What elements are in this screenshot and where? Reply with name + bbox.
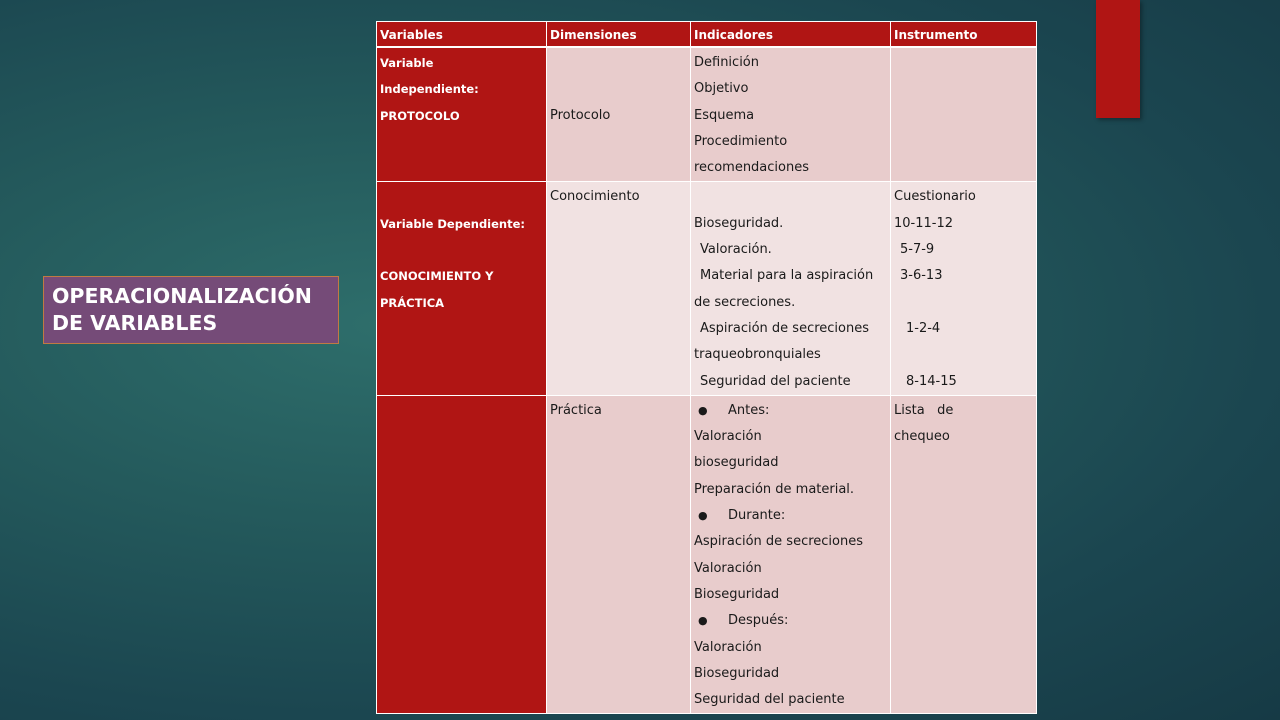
- header-dimensiones: Dimensiones: [547, 22, 691, 48]
- dimension-cell: [547, 182, 691, 395]
- bullet-icon: ●: [698, 614, 708, 628]
- instrument-cell: [891, 182, 1037, 395]
- indicator-item: Bioseguridad.: [694, 215, 784, 231]
- dimension-label: Práctica: [550, 402, 602, 418]
- indicator-item: Valoración: [694, 429, 762, 445]
- instrument-item: Cuestionario: [894, 189, 976, 205]
- indicator-item: recomendaciones: [694, 160, 810, 176]
- indicators-cell: [691, 395, 891, 714]
- instrument-item: chequeo: [894, 429, 950, 445]
- bullet-icon: ●: [698, 509, 708, 523]
- indicator-item: Bioseguridad: [694, 665, 780, 681]
- indicator-item: Seguridad del paciente: [694, 692, 845, 708]
- slide-title-line-2: DE VARIABLES: [52, 311, 218, 335]
- slide-title: [43, 276, 339, 344]
- bullet-icon: ●: [698, 403, 708, 417]
- indicator-item: Material para la aspiración: [700, 268, 874, 284]
- instrument-cell: [891, 47, 1037, 182]
- indicator-item: Bioseguridad: [694, 586, 780, 602]
- instrument-item: 1-2-4: [906, 320, 941, 336]
- variable-empty-cell: [377, 395, 547, 714]
- indicators-cell: [691, 182, 891, 395]
- variable-label: Variable: [380, 56, 434, 70]
- header-variables: Variables: [377, 22, 547, 48]
- table-row: [377, 395, 1037, 714]
- slide-title-line-1: OPERACIONALIZACIÓN: [52, 284, 312, 308]
- variable-label: CONOCIMIENTO Y: [380, 269, 494, 284]
- variable-label: Independiente:: [380, 82, 479, 97]
- bullet-label: Antes:: [728, 402, 770, 418]
- variable-label: PRÁCTICA: [380, 295, 445, 310]
- decorative-accent-bar: [1096, 0, 1140, 118]
- indicator-item: Seguridad del paciente: [700, 373, 851, 389]
- table-header-row: [377, 22, 1037, 48]
- table-row: [377, 182, 1037, 395]
- variable-independiente-cell: [377, 47, 547, 182]
- bullet-item: [694, 398, 888, 424]
- table-row: [377, 47, 1037, 182]
- dimension-label: Conocimiento: [550, 189, 640, 205]
- operationalization-table: [376, 21, 1037, 714]
- dimension-label: Protocolo: [550, 107, 611, 123]
- indicators-cell: [691, 47, 891, 182]
- indicator-item: traqueobronquiales: [694, 347, 821, 363]
- variable-dependiente-cell: [377, 182, 547, 395]
- header-indicadores: Indicadores: [691, 22, 891, 48]
- dimension-cell: [547, 395, 691, 714]
- bullet-label: Durante:: [728, 508, 786, 524]
- indicator-item: Valoración.: [700, 242, 772, 258]
- bullet-label: Después:: [728, 613, 789, 629]
- variable-label: Variable Dependiente:: [380, 216, 526, 231]
- indicator-item: bioseguridad: [694, 455, 779, 471]
- indicator-item: Valoración: [694, 560, 762, 576]
- dimension-cell: [547, 47, 691, 182]
- indicator-item: Aspiración de secreciones: [700, 320, 870, 336]
- bullet-item: [694, 608, 888, 634]
- instrument-item: 10-11-12: [894, 215, 954, 231]
- variable-label: PROTOCOLO: [380, 108, 460, 123]
- indicator-item: Valoración: [694, 639, 762, 655]
- instrument-item: 5-7-9: [900, 242, 935, 258]
- indicator-item: Procedimiento: [694, 133, 788, 149]
- instrument-item: Lista de: [894, 402, 954, 418]
- indicator-item: Esquema: [694, 107, 755, 123]
- indicator-item: Objetivo: [694, 81, 749, 97]
- instrument-item: 3-6-13: [900, 268, 943, 284]
- instrument-item: 8-14-15: [906, 373, 957, 389]
- indicator-item: Definición: [694, 55, 759, 70]
- bullet-item: [694, 503, 888, 529]
- indicator-item: Preparación de material.: [694, 481, 855, 497]
- instrument-cell: [891, 395, 1037, 714]
- indicator-item: Aspiración de secreciones: [694, 534, 864, 550]
- header-instrumento: Instrumento: [891, 22, 1037, 48]
- indicator-item: de secreciones.: [694, 294, 796, 310]
